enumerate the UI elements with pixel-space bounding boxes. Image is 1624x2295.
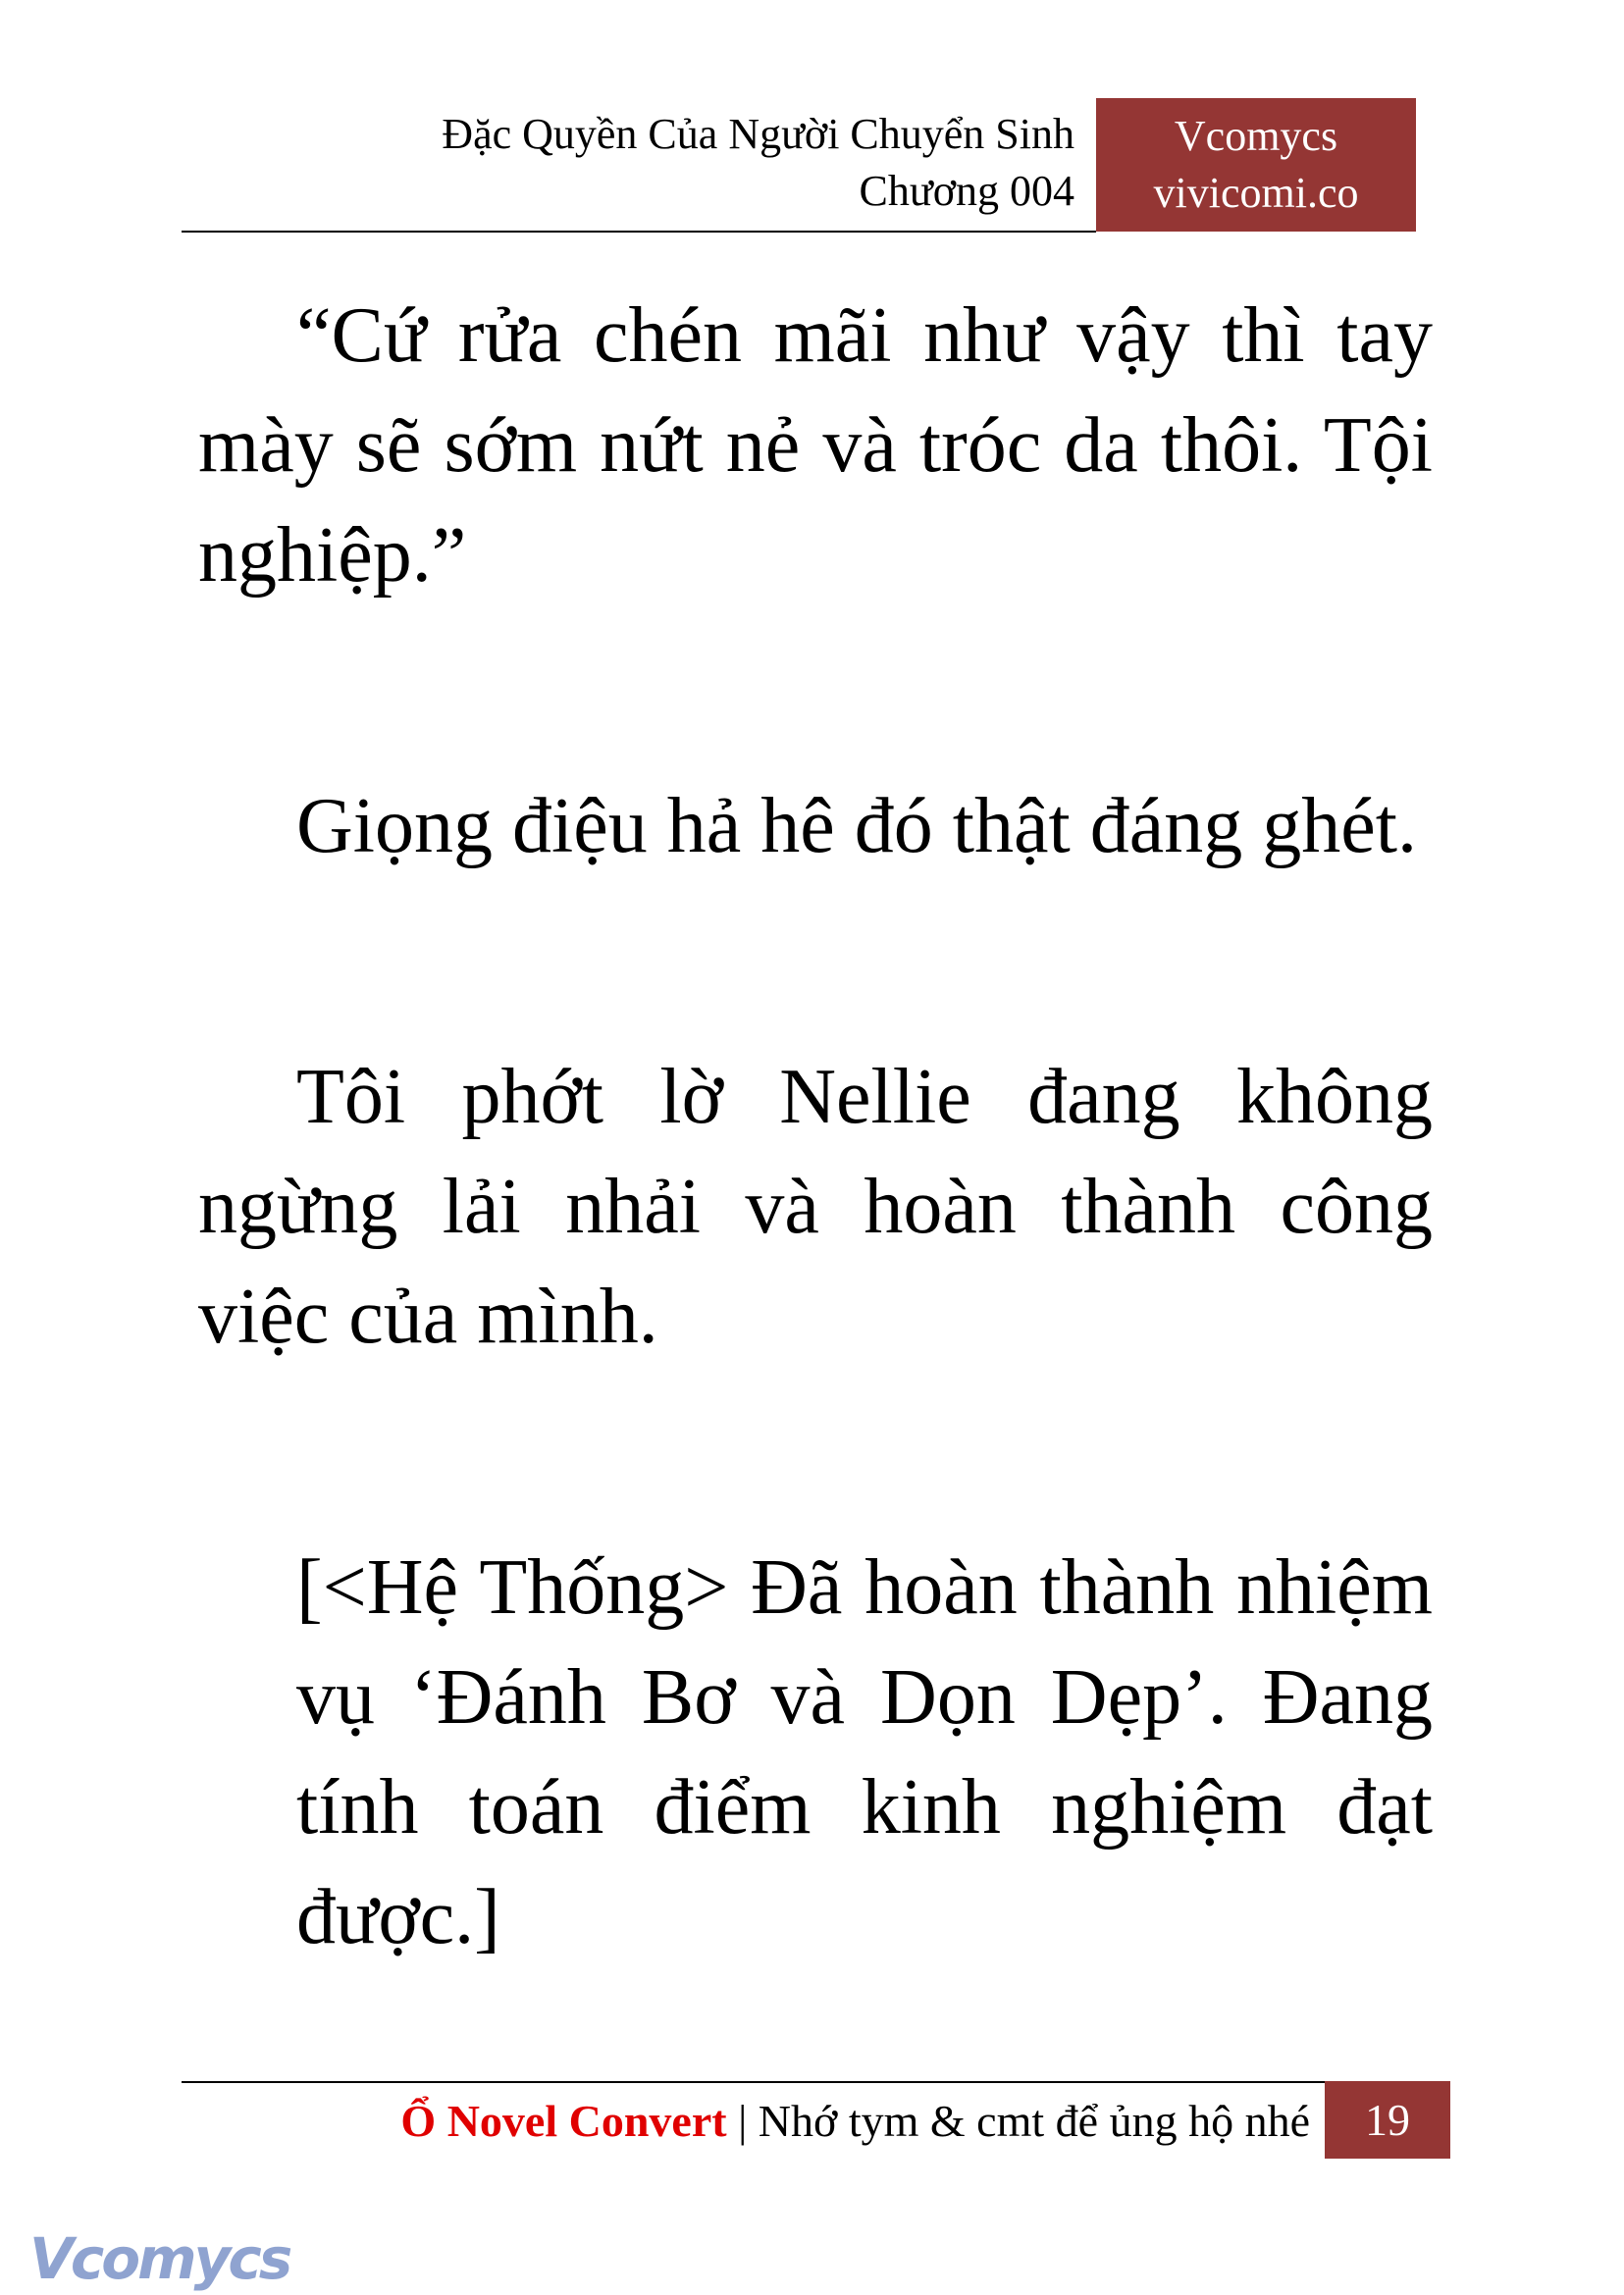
site-badge: [1096, 98, 1416, 232]
page-number: 19: [1325, 2081, 1450, 2159]
book-title: Đặc Quyền Của Người Chuyển Sinh: [442, 110, 1074, 158]
chapter-body: [198, 281, 1433, 2133]
chapter-label: Chương 004: [859, 167, 1074, 215]
paragraph: “Cứ rửa chén mãi như vậy thì tay mày sẽ sớm nứt nẻ và tróc da thôi. Tội nghiệp.”: [198, 292, 1433, 599]
footer-separator: |: [738, 2096, 748, 2146]
header-title: [442, 106, 1074, 220]
system-message: [<Hệ Thống> Đã hoàn thành nhiệm vụ ‘Đánh Bơ và Dọn Dẹp’. Đang tính toán điểm kinh nghiệm đạt được.]: [296, 1544, 1433, 1960]
footer-divider: [182, 2081, 1325, 2083]
footer-message: Nhớ tym & cmt để ủng hộ nhé: [758, 2096, 1310, 2146]
footer-text: [400, 2092, 1310, 2151]
paragraph: Tôi phớt lờ Nellie đang không ngừng lải nhải và hoàn thành công việc của mình.: [198, 1054, 1433, 1360]
watermark-logo: Vcomycs: [29, 2225, 290, 2292]
site-name: Vcomycs: [1174, 112, 1338, 160]
header-divider: [182, 231, 1096, 233]
site-url: vivicomi.co: [1153, 169, 1359, 217]
footer-brand: Ổ Novel Convert: [400, 2096, 727, 2146]
paragraph: Giọng điệu hả hê đó thật đáng ghét.: [296, 783, 1417, 869]
